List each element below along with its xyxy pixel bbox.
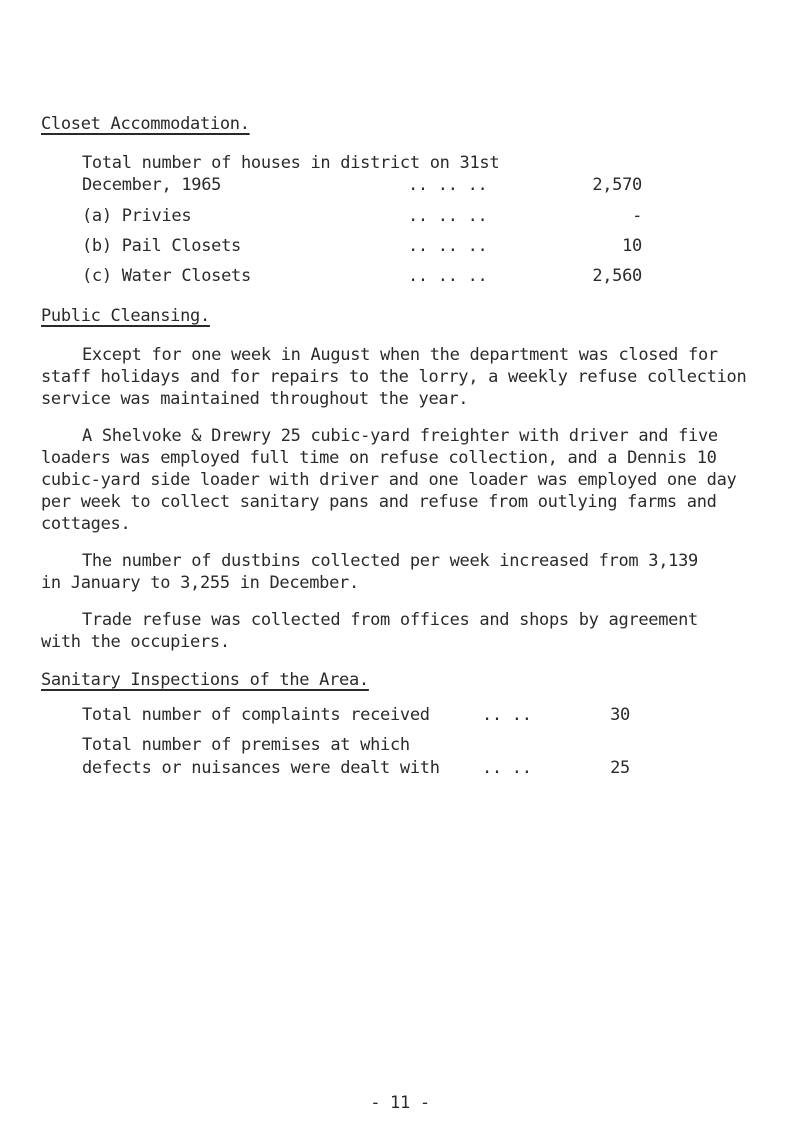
- premises-value: 25: [610, 758, 630, 778]
- cleansing-paragraph-3: [41, 550, 761, 594]
- paragraph-line: staff holidays and for repairs to the lorry, a weekly refuse collection: [41, 367, 747, 387]
- cleansing-paragraph-4: [41, 609, 761, 653]
- cleansing-heading: Public Cleansing.: [41, 306, 210, 326]
- closet-item-value: -: [632, 206, 642, 226]
- paragraph-line: loaders was employed full time on refuse collection, and a Dennis 10: [41, 448, 717, 468]
- premises-dots: .. ..: [482, 758, 532, 778]
- closet-item-value: 2,560: [592, 266, 642, 286]
- paragraph-line: A Shelvoke & Drewry 25 cubic-yard freighter with driver and five: [82, 426, 718, 446]
- closet-item-label: (b) Pail Closets: [82, 236, 241, 256]
- paragraph-line: cubic-yard side loader with driver and one loader was employed one day: [41, 470, 737, 490]
- premises-label-line2: defects or nuisances were dealt with: [82, 758, 440, 778]
- paragraph-line: per week to collect sanitary pans and refuse from outlying farms and: [41, 492, 717, 512]
- paragraph-line: Except for one week in August when the department was closed for: [82, 345, 718, 365]
- paragraph-line: with the occupiers.: [41, 632, 230, 652]
- complaints-label: Total number of complaints received: [82, 705, 430, 725]
- closet-item-label: (c) Water Closets: [82, 266, 251, 286]
- sanitary-heading: Sanitary Inspections of the Area.: [41, 670, 369, 690]
- paragraph-line: Trade refuse was collected from offices and shops by agreement: [82, 610, 698, 630]
- complaints-dots: .. ..: [482, 705, 532, 725]
- paragraph-line: The number of dustbins collected per week increased from 3,139: [82, 551, 698, 571]
- closet-item-dots: .. .. ..: [408, 236, 488, 256]
- paragraph-line: service was maintained throughout the year.: [41, 389, 469, 409]
- cleansing-paragraph-1: [41, 344, 761, 410]
- cleansing-paragraph-2: [41, 425, 761, 535]
- total-houses-line2: December, 1965: [82, 175, 222, 195]
- complaints-value: 30: [610, 705, 630, 725]
- total-houses-value: 2,570: [592, 175, 642, 195]
- page-number: - 11 -: [370, 1093, 430, 1113]
- closet-item-value: 10: [622, 236, 642, 256]
- total-houses-dots: .. .. ..: [408, 175, 488, 195]
- closet-heading: Closet Accommodation.: [41, 114, 250, 134]
- paragraph-line: in January to 3,255 in December.: [41, 573, 359, 593]
- paragraph-line: cottages.: [41, 514, 131, 534]
- premises-label-line1: Total number of premises at which: [82, 735, 410, 755]
- closet-item-label: (a) Privies: [82, 206, 192, 226]
- closet-item-dots: .. .. ..: [408, 266, 488, 286]
- total-houses-line1: Total number of houses in district on 31st: [82, 153, 500, 173]
- closet-item-dots: .. .. ..: [408, 206, 488, 226]
